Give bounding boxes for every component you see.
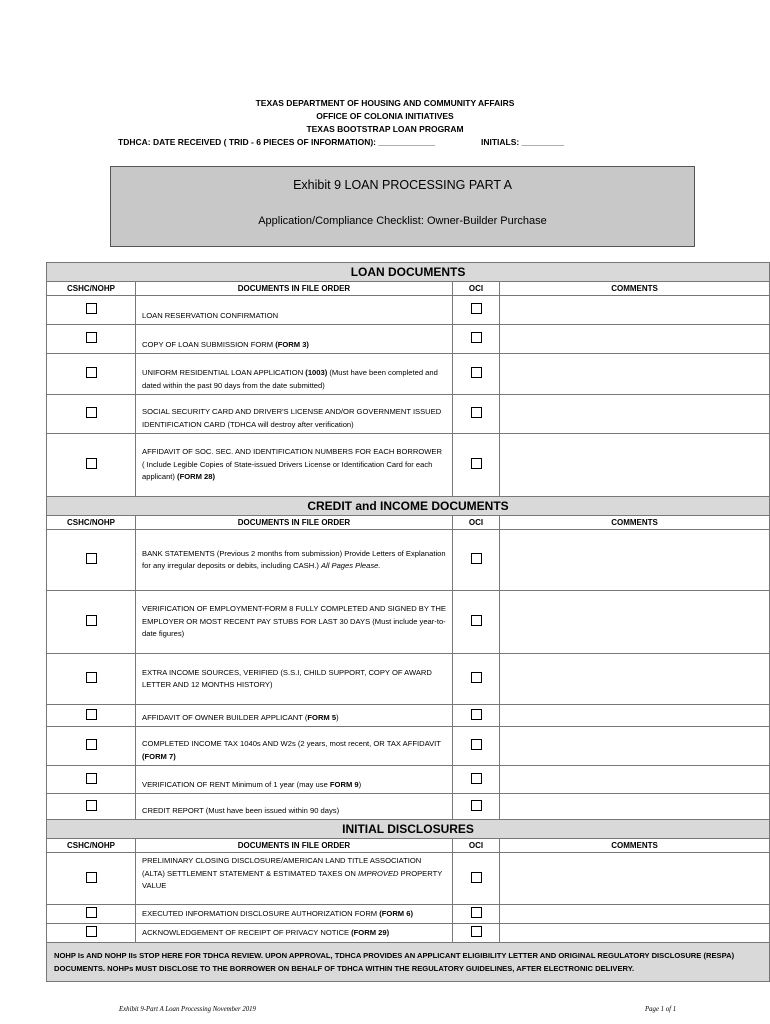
document-title: Exhibit 9 LOAN PROCESSING PART A — [293, 178, 512, 192]
table-row — [47, 296, 770, 325]
table-row — [47, 654, 770, 705]
table-row: COMPLETED INCOME TAX 1040s AND W2s (2 years, most recent, OR TAX AFFIDAVIT (FORM 7) — [47, 727, 770, 766]
oci-checkbox[interactable] — [471, 739, 482, 750]
table-row — [47, 591, 770, 654]
section-title-loan-documents: LOAN DOCUMENTS — [47, 263, 770, 282]
col-header-oci: OCI — [453, 516, 500, 530]
document-label: EXECUTED INFORMATION DISCLOSURE AUTHORIZATION FORM — [142, 908, 380, 918]
oci-checkbox[interactable] — [471, 332, 482, 343]
cshc-checkbox[interactable] — [86, 773, 97, 784]
cshc-checkbox[interactable] — [86, 907, 97, 918]
document-label: ACKNOWLEDGEMENT OF RECEIPT OF PRIVACY NOTICE — [142, 927, 352, 937]
document-label: CREDIT REPORT (Must have been issued within 90 days) — [142, 805, 340, 815]
comments-cell[interactable] — [500, 766, 770, 794]
initials-line: INITIALS: _________ — [481, 137, 565, 147]
cshc-checkbox[interactable] — [86, 800, 97, 811]
col-header-comments: COMMENTS — [500, 839, 770, 853]
document-label: UNIFORM RESIDENTIAL LOAN APPLICATION — [142, 368, 306, 377]
oci-checkbox[interactable] — [471, 303, 482, 314]
document-label: PRELIMINARY CLOSING DISCLOSURE/AMERICAN LAND TITLE ASSOCIATION (ALTA) SETTLEMENT STATEMENT & ESTIMATED TAXES ON — [142, 856, 422, 878]
footer-document-name: Exhibit 9-Part A Loan Processing November 2019 — [119, 1006, 256, 1013]
comments-cell[interactable] — [500, 654, 770, 705]
title-box — [110, 166, 695, 247]
col-header-comments: COMMENTS — [500, 282, 770, 296]
section-title-credit-income: CREDIT and INCOME DOCUMENTS — [47, 497, 770, 516]
col-header-documents: DOCUMENTS IN FILE ORDER — [136, 282, 453, 296]
oci-checkbox[interactable] — [471, 407, 482, 418]
document-label: VERIFICATION OF EMPLOYMENT-FORM 8 FULLY COMPLETED AND SIGNED BY THE EMPLOYER OR MOST RECENT PAY STUBS FOR LAST 30 DAYS (Must include year-to-date figures) — [142, 604, 446, 639]
oci-checkbox[interactable] — [471, 926, 482, 937]
table-row: BANK STATEMENTS (Previous 2 months from submission) Provide Letters of Explanation for any irregular deposits or debits, including CASH.) All Pages Please. — [47, 530, 770, 591]
oci-checkbox[interactable] — [471, 709, 482, 720]
comments-cell[interactable] — [500, 727, 770, 766]
oci-checkbox[interactable] — [471, 872, 482, 883]
table-row: UNIFORM RESIDENTIAL LOAN APPLICATION (1003) (Must have been completed and dated within the past 90 days from the date submitted) — [47, 354, 770, 395]
checklist-table — [46, 262, 770, 982]
header-agency: TEXAS DEPARTMENT OF HOUSING AND COMMUNITY AFFAIRS — [255, 98, 515, 108]
oci-checkbox[interactable] — [471, 615, 482, 626]
col-header-oci: OCI — [453, 839, 500, 853]
document-label: COMPLETED INCOME TAX 1040s AND W2s (2 years, most recent, OR TAX AFFIDAVIT — [142, 739, 441, 748]
col-header-cshc: CSHC/NOHP — [47, 516, 136, 530]
table-row: AFFIDAVIT OF SOC. SEC. AND IDENTIFICATION NUMBERS FOR EACH BORROWER ( Include Legible Copies of State-issued Drivers License or Identification Card for each applicant) (FORM 28) — [47, 434, 770, 497]
cshc-checkbox[interactable] — [86, 709, 97, 720]
cshc-checkbox[interactable] — [86, 367, 97, 378]
oci-checkbox[interactable] — [471, 458, 482, 469]
document-label: COPY OF LOAN SUBMISSION FORM — [142, 339, 276, 349]
date-received-line: TDHCA: DATE RECEIVED ( TRID - 6 PIECES OF INFORMATION): ____________ — [118, 137, 436, 147]
document-label: AFFIDAVIT OF SOC. SEC. AND IDENTIFICATION NUMBERS FOR EACH BORROWER ( Include Legible Copies of State-issued Drivers License or Identification Card for each applicant) — [142, 447, 442, 482]
cshc-checkbox[interactable] — [86, 672, 97, 683]
review-note: NOHP Is AND NOHP IIs STOP HERE FOR TDHCA REVIEW. UPON APPROVAL, TDHCA PROVIDES AN APPLICANT ELIGIBILITY LETTER AND ORIGINAL REGULATORY DISCLOSURE (RESPA) DOCUMENTS. NOHPs MUST DISCLOSE TO THE BORROWER ON BEHALF OF TDHCA WITHIN THE REGULATORY GUIDELINES, AFTER ELECTRONIC DELIVERY. — [47, 943, 770, 982]
document-subtitle: Application/Compliance Checklist: Owner-Builder Purchase — [258, 215, 547, 227]
footer-page-number: Page 1 of 1 — [645, 1006, 677, 1013]
document-label: SOCIAL SECURITY CARD AND DRIVER'S LICENSE AND/OR GOVERNMENT ISSUED IDENTIFICATION CARD (TDHCA will destroy after verification) — [142, 407, 442, 429]
oci-checkbox[interactable] — [471, 773, 482, 784]
oci-checkbox[interactable] — [471, 367, 482, 378]
comments-cell[interactable] — [500, 794, 770, 820]
col-header-cshc: CSHC/NOHP — [47, 839, 136, 853]
table-row: AFFIDAVIT OF OWNER BUILDER APPLICANT (FORM 5) — [47, 705, 770, 727]
header-office: OFFICE OF COLONIA INITIATIVES — [316, 111, 454, 121]
col-header-cshc: CSHC/NOHP — [47, 282, 136, 296]
comments-cell[interactable] — [500, 395, 770, 434]
comments-cell[interactable] — [500, 924, 770, 943]
table-row: VERIFICATION OF RENT Minimum of 1 year (may use FORM 9) — [47, 766, 770, 794]
table-row — [47, 794, 770, 820]
oci-checkbox[interactable] — [471, 553, 482, 564]
document-label: VERIFICATION OF RENT Minimum of 1 year (may use — [142, 779, 330, 789]
cshc-checkbox[interactable] — [86, 615, 97, 626]
comments-cell[interactable] — [500, 296, 770, 325]
comments-cell[interactable] — [500, 434, 770, 497]
header-program: TEXAS BOOTSTRAP LOAN PROGRAM — [306, 124, 464, 134]
cshc-checkbox[interactable] — [86, 332, 97, 343]
cshc-checkbox[interactable] — [86, 407, 97, 418]
oci-checkbox[interactable] — [471, 907, 482, 918]
document-label: LOAN RESERVATION CONFIRMATION — [142, 310, 279, 320]
cshc-checkbox[interactable] — [86, 458, 97, 469]
document-label: EXTRA INCOME SOURCES, VERIFIED (S.S.I, CHILD SUPPORT, COPY OF AWARD LETTER AND 12 MONTHS HISTORY) — [142, 667, 432, 689]
comments-cell[interactable] — [500, 705, 770, 727]
oci-checkbox[interactable] — [471, 800, 482, 811]
section-title-initial-disclosures: INITIAL DISCLOSURES — [47, 820, 770, 839]
table-row: ACKNOWLEDGEMENT OF RECEIPT OF PRIVACY NOTICE (FORM 29) — [47, 924, 770, 943]
comments-cell[interactable] — [500, 325, 770, 354]
comments-cell[interactable] — [500, 905, 770, 924]
comments-cell[interactable] — [500, 530, 770, 591]
table-row — [47, 395, 770, 434]
cshc-checkbox[interactable] — [86, 926, 97, 937]
oci-checkbox[interactable] — [471, 672, 482, 683]
document-label: AFFIDAVIT OF OWNER BUILDER APPLICANT ( — [142, 712, 308, 722]
cshc-checkbox[interactable] — [86, 872, 97, 883]
document-label: BANK STATEMENTS (Previous 2 months from submission) Provide Letters of Explanation for any irregular deposits or debits, including CASH.) — [142, 548, 446, 570]
table-row: PRELIMINARY CLOSING DISCLOSURE/AMERICAN LAND TITLE ASSOCIATION (ALTA) SETTLEMENT STATEMENT & ESTIMATED TAXES ON IMPROVED PROPERTY VALUE — [47, 853, 770, 905]
table-row: EXECUTED INFORMATION DISCLOSURE AUTHORIZATION FORM (FORM 6) — [47, 905, 770, 924]
cshc-checkbox[interactable] — [86, 303, 97, 314]
comments-cell[interactable] — [500, 354, 770, 395]
comments-cell[interactable] — [500, 853, 770, 905]
comments-cell[interactable] — [500, 591, 770, 654]
table-row: COPY OF LOAN SUBMISSION FORM (FORM 3) — [47, 325, 770, 354]
col-header-documents: DOCUMENTS IN FILE ORDER — [136, 516, 453, 530]
col-header-documents: DOCUMENTS IN FILE ORDER — [136, 839, 453, 853]
cshc-checkbox[interactable] — [86, 739, 97, 750]
cshc-checkbox[interactable] — [86, 553, 97, 564]
col-header-comments: COMMENTS — [500, 516, 770, 530]
col-header-oci: OCI — [453, 282, 500, 296]
